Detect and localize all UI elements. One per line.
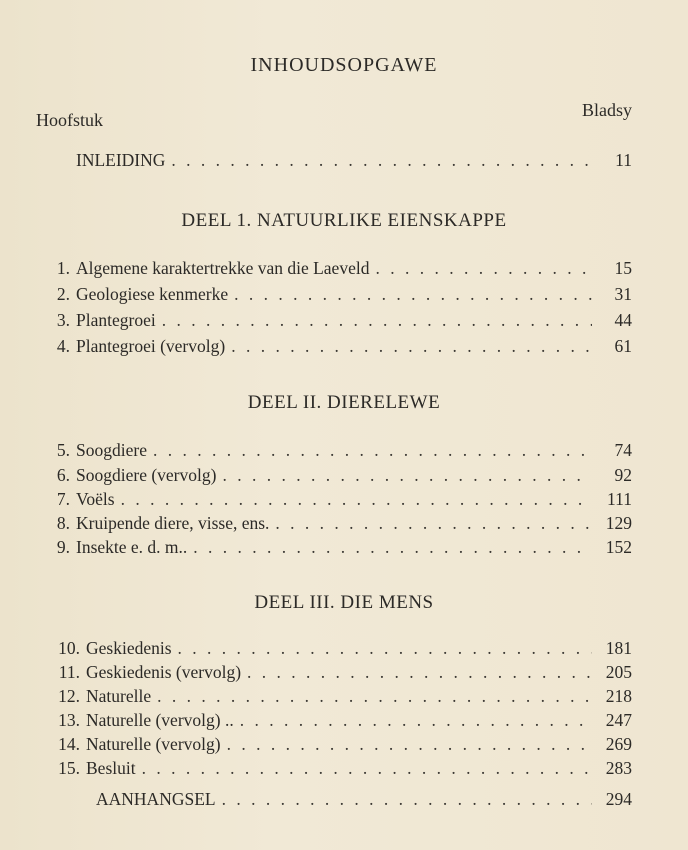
toc-entry-page: 269 xyxy=(605,734,632,754)
toc-entry-label: Soogdiere xyxy=(76,440,147,460)
toc-entry xyxy=(48,258,632,279)
toc-entry-label: Naturelle xyxy=(86,686,152,706)
dot-leader xyxy=(222,465,592,486)
chapter-number: 13. xyxy=(58,710,80,730)
toc-entry-label: INLEIDING xyxy=(76,150,166,170)
toc-entry-page: 11 xyxy=(615,150,632,170)
dot-leader xyxy=(240,710,592,731)
dot-leader xyxy=(222,789,592,810)
chapter-number: 1. xyxy=(56,258,70,278)
part-heading: DEEL II. DIERELEWE xyxy=(247,392,441,413)
toc-entry-label: Besluit xyxy=(86,758,136,778)
chapter-number: 7. xyxy=(56,489,70,509)
toc-entry-page: 283 xyxy=(605,758,632,778)
toc-entry-intro xyxy=(76,150,632,171)
toc-entry xyxy=(48,513,632,534)
dot-leader xyxy=(178,638,592,659)
chapter-number: 15. xyxy=(58,758,80,778)
toc-entry xyxy=(48,686,632,707)
dot-leader xyxy=(231,336,592,357)
dot-leader xyxy=(162,310,592,331)
toc-entry-page: 15 xyxy=(614,258,632,278)
toc-entry-label: Geologiese kenmerke xyxy=(76,284,229,304)
chapter-number: 10. xyxy=(58,638,80,658)
dot-leader xyxy=(227,734,592,755)
toc-entry-page: 111 xyxy=(607,489,632,509)
toc-entry xyxy=(48,489,632,510)
toc-entry-page: 74 xyxy=(614,440,632,460)
toc-entry-page: 44 xyxy=(614,310,632,330)
toc-entry-page: 92 xyxy=(614,465,632,485)
page-title: INHOUDSOPGAWE xyxy=(250,54,438,76)
toc-entry-label: Naturelle (vervolg) .. xyxy=(86,710,234,730)
toc-entry-label: Geskiedenis xyxy=(86,638,172,658)
chapter-number: 11. xyxy=(58,662,80,682)
toc-entry-page: 31 xyxy=(614,284,632,304)
chapter-number: 6. xyxy=(56,465,70,485)
toc-entry-page: 218 xyxy=(605,686,632,706)
toc-entry-appendix xyxy=(96,789,632,810)
dot-leader xyxy=(193,537,592,558)
chapter-number: 4. xyxy=(56,336,70,356)
chapter-number: 3. xyxy=(56,310,70,330)
chapter-number: 14. xyxy=(58,734,80,754)
toc-entry xyxy=(48,734,632,755)
toc-entry-page: 129 xyxy=(605,513,632,533)
toc-entry-label: Kruipende diere, visse, ens. xyxy=(76,513,270,533)
column-header-chapter: Hoofstuk xyxy=(36,110,103,130)
toc-entry-label: Plantegroei xyxy=(76,310,156,330)
toc-entry xyxy=(48,336,632,357)
dot-leader xyxy=(171,150,592,171)
toc-entry xyxy=(48,710,632,731)
chapter-number: 8. xyxy=(56,513,70,533)
toc-entry-page: 61 xyxy=(614,336,632,356)
dot-leader xyxy=(142,758,592,779)
toc-entry xyxy=(48,284,632,305)
toc-entry xyxy=(48,662,632,683)
part-heading: DEEL 1. NATUURLIKE EIENSKAPPE xyxy=(181,210,507,231)
column-header-page: Bladsy xyxy=(581,100,632,120)
chapter-number: 5. xyxy=(56,440,70,460)
dot-leader xyxy=(375,258,592,279)
toc-entry-page: 205 xyxy=(605,662,632,682)
dot-leader xyxy=(121,489,592,510)
toc-entry xyxy=(48,465,632,486)
toc-entry-label: AANHANGSEL xyxy=(96,789,216,809)
toc-entry-label: Naturelle (vervolg) xyxy=(86,734,221,754)
toc-entry-label: Geskiedenis (vervolg) xyxy=(86,662,242,682)
dot-leader xyxy=(153,440,592,461)
toc-entry xyxy=(48,537,632,558)
toc-entry-label: Algemene karaktertrekke van die Laeveld xyxy=(76,258,370,278)
dot-leader xyxy=(157,686,592,707)
toc-entry-label: Voëls xyxy=(76,489,115,509)
part-heading: DEEL III. DIE MENS xyxy=(254,592,434,613)
chapter-number: 9. xyxy=(56,537,70,557)
toc-entry-label: Insekte e. d. m.. xyxy=(76,537,188,557)
dot-leader xyxy=(275,513,592,534)
toc-entry-page: 181 xyxy=(605,638,632,658)
toc-entry xyxy=(48,440,632,461)
dot-leader xyxy=(234,284,592,305)
dot-leader xyxy=(247,662,592,683)
chapter-number: 12. xyxy=(58,686,80,706)
toc-entry-page: 294 xyxy=(605,789,632,809)
toc-entry-label: Soogdiere (vervolg) xyxy=(76,465,217,485)
toc-entry xyxy=(48,638,632,659)
toc-entry-label: Plantegroei (vervolg) xyxy=(76,336,226,356)
toc-entry xyxy=(48,758,632,779)
toc-entry-page: 247 xyxy=(605,710,632,730)
toc-entry xyxy=(48,310,632,331)
toc-entry-page: 152 xyxy=(605,537,632,557)
chapter-number: 2. xyxy=(56,284,70,304)
